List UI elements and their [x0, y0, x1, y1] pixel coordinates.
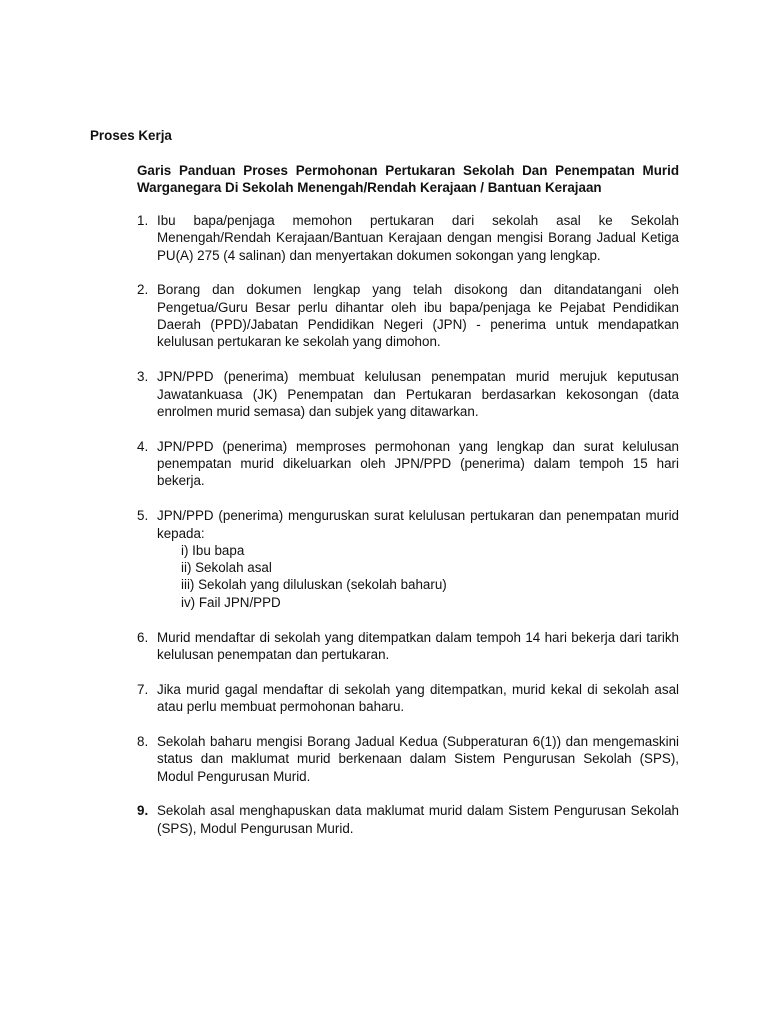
step-number: 5. — [137, 508, 149, 524]
step-text: JPN/PPD (penerima) membuat kelulusan penempatan murid merujuk keputusan Jawatankuasa (JK) Penempatan dan Pertukaran berdasarkan kekosongan (data enrolmen murid semasa) dan subjek yang ditawarkan. — [157, 369, 679, 419]
step-number: 1. — [137, 213, 149, 228]
step-1 — [137, 212, 679, 264]
step-number: 2. — [137, 282, 149, 298]
step-text: Borang dan dokumen lengkap yang telah disokong dan ditandatangani oleh Pengetua/Guru Besar perlu dihantar oleh ibu bapa/penjaga ke Pejabat Pendidikan Daerah (PPD)/Jabatan Pendidikan Negeri (JPN) - penerima untuk mendapatkan kelulusan pertukaran ke sekolah yang dimohon. — [157, 282, 679, 350]
step-text: Murid mendaftar di sekolah yang ditempatkan dalam tempoh 14 hari bekerja dari tarikh kelulusan penempatan dan pertukaran. — [157, 629, 679, 662]
step-9 — [137, 802, 679, 837]
step-7 — [137, 681, 679, 716]
step-text: Jika murid gagal mendaftar di sekolah yang ditempatkan, murid kekal di sekolah asal atau perlu membuat permohonan baharu. — [157, 681, 679, 715]
step-number: 3. — [137, 369, 149, 385]
step-4 — [137, 438, 679, 490]
step-text: Ibu bapa/penjaga memohon pertukaran dari sekolah asal ke Sekolah Menengah/Rendah Kerajaan/Bantuan Kerajaan dengan mengisi Borang Jadual Ketiga PU(A) 275 (4 salinan) dan menyertakan dokumen sokongan yang lengkap. — [157, 213, 679, 263]
step-3 — [137, 368, 679, 420]
step-6 — [137, 629, 679, 664]
step-text: JPN/PPD (penerima) memproses permohonan yang lengkap dan surat kelulusan penempatan murid dikeluarkan oleh JPN/PPD (penerima) dalam tempoh 15 hari bekerja. — [157, 438, 679, 489]
recipient-item: iv) Fail JPN/PPD — [181, 594, 281, 610]
process-steps-list — [137, 212, 679, 855]
step-number: 9. — [137, 803, 149, 819]
step-text: JPN/PPD (penerima) menguruskan surat kelulusan pertukaran dan penempatan murid kepada: — [157, 508, 679, 541]
recipients-list — [157, 542, 679, 611]
step-number: 6. — [137, 629, 149, 645]
step-5 — [137, 507, 679, 611]
recipient-item: i) Ibu bapa — [181, 542, 245, 558]
section-heading: Proses Kerja — [90, 128, 172, 143]
step-number: 4. — [137, 438, 149, 454]
recipient-item: ii) Sekolah asal — [181, 560, 272, 576]
step-2 — [137, 281, 679, 350]
document-title: Garis Panduan Proses Permohonan Pertukaran Sekolah Dan Penempatan Murid Warganegara Di Sekolah Menengah/Rendah Kerajaan / Bantuan Kerajaan — [137, 163, 679, 196]
step-number: 7. — [137, 681, 149, 697]
step-text: Sekolah asal menghapuskan data maklumat murid dalam Sistem Pengurusan Sekolah (SPS), Modul Pengurusan Murid. — [157, 803, 679, 836]
step-8 — [137, 733, 679, 785]
step-text: Sekolah baharu mengisi Borang Jadual Kedua (Subperaturan 6(1)) dan mengemaskini status dan maklumat murid berkenaan dalam Sistem Pengurusan Sekolah (SPS), Modul Pengurusan Murid. — [157, 733, 679, 784]
step-number: 8. — [137, 733, 149, 749]
recipient-item: iii) Sekolah yang diluluskan (sekolah baharu) — [181, 577, 447, 593]
